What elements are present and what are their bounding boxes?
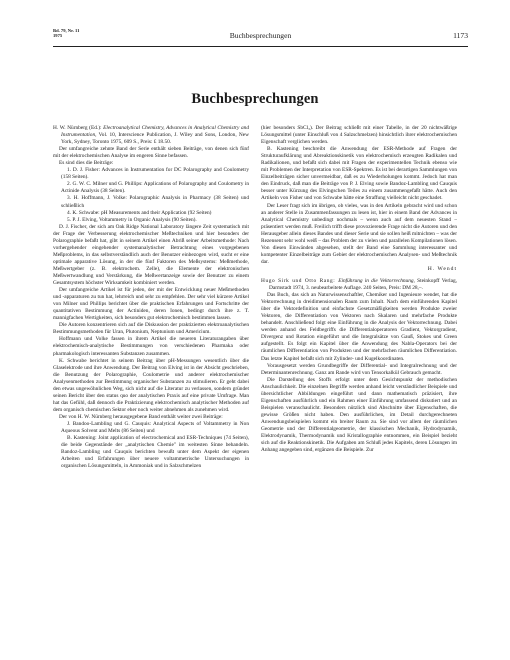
page-number: 1173 [453,31,468,40]
running-head-title: Buchbesprechungen [229,31,292,40]
review-reference-1 [53,125,249,146]
paragraph: Vorausgesetzt werden Grundbegriffe der Differential- und Integralrechnung und der Determinantenrechnung. Ganz am Rande wird von Tensorkalkül Gebrauch gemacht. [261,362,457,376]
ref2-details: Steinkopff Verlag, Darmstadt 1974, 3. neubearbeitete Auflage. 240 Seiten, Preis: DM 28,–. [269,277,457,292]
paragraph: Das Buch, das sich an Naturwissenschaftler, Chemiker und Ingenieure wendet, hat die Vektorrechnung in dreidimensionalen Raum zum Inhalt. Nach dem einführenden Kapitel über die Vektordefinition und einfachste Gesetzmäßigkeiten werden Produkte zweier Vektoren, die Differentiation von Vektoren nach Skalaren und mehrfache Produkte behandelt. Anschließend folgt eine Einführung in die Analysis der Vektorrechnung. Dabei werden anhand des Feldbegriffs die Differentialoperatoren Gradient, Vektorgradient, Divergenz und Rotation eingeführt und die Integralsätze von Gauß, Stokes und Green aufgestellt. Es folgt ein Kapitel über die Anwendung des Nabla-Operators bei der räumlichen Differentiation von Produkten und der mehrfachen räumlichen Differentiation. Das letzte Kapitel befaßt sich mit Zylinder- und Kugelkoordinaten. [261,292,457,362]
ref2-authors: Hugo Sirk und Otto Rang: [261,277,339,284]
list-item: 3. H. Hoffmann, J. Volke: Polarographic Analysis in Pharmacy (38 Seiten) und schließlich [61,195,249,209]
review-reference-2 [261,278,457,292]
list-item: 5. P. J. Elving, Voltammetry in Organic Analysis (90 Seiten). [67,216,197,223]
ref1-authors: H. W. Nürnberg (Ed.): [53,125,104,131]
running-head [53,28,468,47]
list-item: 2. G. W. C. Milner und G. Phillips: Applications of Polarography and Coulometry in Actinide Analysis (38 Seiten). [61,181,249,195]
paragraph: Der Leser fragt sich im übrigen, ob vieles, was in den Artikeln gebracht wird und schon an anderer Stelle in Zusammenfassungen zu lesen ist, hier in einem Band der Advances in Analytical Chemistry unbedingt nochmals – wenn auch auf dem neuesten Stand – präsentiert werden muß. Freilich trifft diese provozierende Frage nicht die Autoren und den Herausgeber allein dieses Bandes und dieser Serie und sie sollen heiß mitnichten – was der Rezensent sehr wohl weiß – das Problem der zu vielen und parallelen Kompilationen lösen. Von diesen Einwänden abgesehen, stellt der Band eine Sammlung interessanter und kompetenter Einzelbeiträge zum Gebiet der elektrochemischen Analysen- und Meßtechnik dar. [261,202,457,265]
paragraph: D. J. Fischer, der sich am Oak Ridge National Laboratory längere Zeit systematisch mit der Frage der Verbesserung elektrochemischer Meßtechniken und hier besonders der Polarographie befaßt hat, gibt in seinem Artikel einen Abriß seiner Arbeitsmethode: Nach vorhergehender eingehender systemanalytischer Betrachtung eines vorgegebenen Meßproblems, in das selbstverständlich auch der Benutzer einbezogen wird, sucht er eine optimale apparative Lösung, in der die fünf Faktoren des Meßsystems: Meßmethode, Meßwertgeber (z. B. elektrochem. Zelle), die Elemente der elektronischen Meßwertwandlung und Verstärkung, die Meßwertanzeige sowie der Benutzer zu einem Gesamtsystem höchster Wirksamkeit kombiniert werden. [53,223,249,287]
journal-volume: Bd. 79, Nr. 11 [53,28,80,33]
paragraph: (hier besonders SbCl₃). Der Beitrag schließt mit einer Tabelle, in der 20 nichtwäßrige Lösungsmittel (unter Einschluß von 4 Salzschmelzen) hinsichtlich ihrer elektrochemischen Eigenschaft verglichen werden. [261,125,457,146]
paragraph: Hoffmann und Volke fassen in ihrem Artikel die neueren Literaturangaben über elektrochemisch-analytische Bestimmungen von verschiedenen Pharmaka oder pharmakologisch interessanten Substanzen zusammen. [53,336,249,357]
paragraph: Der umfangreiche Artikel ist für jeden, der mit der Entwicklung neuer Meßmethoden und -apparaturen zu tun hat, lehrreich und sehr zu empfehlen. Der sehr viel kürzere Artikel von Milner und Phillips berichtet über die praktischen Erfahrungen und Fortschritte der quantitativen Bestimmung der Actiniden, deren Ionen, bedingt durch ihre z. T. mannigfachen Wertigkeiten, sich besonders gut elektrochemisch bestimmen lassen. [53,287,249,322]
journal-year: 1975 [53,33,63,39]
paragraph: Der umfangreiche zehnte Band der Serie enthält sieben Beiträge, von denen sich fünf mit der elektrochemischen Analyse im engeren Sinne befassen. [53,146,249,160]
paragraph: Die Autoren konzentrieren sich auf die Diskussion der praktizierten elektroanalytischen Bestimmungsmethoden für Uran, Plutonium, Neptunium und Americium. [53,322,249,336]
list-item: B. Kastening: Joint application of electrochemical and ESR-Techniques (74 Seiten), die beide Gegenstände der „analytischen Chemie" im weitesten Sinne behandeln. Bandoz-Lambling und Cauquis berichten bewußt unter dem Aspekt der eigenen Arbeiten und Erfahrungen über neuere voltammetrische Untersuchungen in organischen Lösungsmitteln, in Ammoniak und in Salzschmelzen [61,435,249,470]
paragraph: Die Darstellung des Stoffs erfolgt unter dem Gesichtspunkt der methodischen Anschaulichkeit. Die einzelnen Begriffe werden anhand leicht verständlicher Beispiele und übersichtlicher Abbildungen eingeführt und dann mathematisch präzisiert, ihre Eigenschaften ausführlich und ein Rahmen einer Einführung umfassend diskutiert und an Beispielen veranschaulicht. Besonders nützlich sind Abschnitte über Eigenschaften, die gewisse Größen nicht haben. Den ausführlichen, im Detail durchgerechneten Anwendungsbeispielen kommt ein breiter Raum zu. Sie sind vor allem der räumlichen Geometrie und der Differentialgeometrie, der klassischen Mechanik, Hydrodynamik, Elektrodynamik, Thermodynamik und Kristallographie entnommen, ein Beispiel bezieht sich auf die Reaktionskinetik. Die Aufgaben am Schluß jedes Kapitels, deren Lösungen im Anhang angegeben sind, ergänzen die Beispiele. Zur [261,376,457,454]
list-item: 1. D. J. Fisher: Advances in Instrumentation for DC Polarography and Coulometry (158 Seiten). [61,167,249,181]
ref2-title: Einführung in die Vektorrechnung, [338,277,415,284]
paragraph: B. Kastening beschreibt die Anwendung der ESR-Methode auf Fragen der Strukturaufklärung und Abreaktionskinetik von elektrochemisch erzeugten Radikalen und Radikalionen, und befaßt sich dabei mit Fragen der experimentellen Technik ebenso wie mit Problemen der Interpretation von ESR-Spektren. Es ist bei derartigen Sammlungen von Einzelbeiträgen sicher unvermeidbar, daß es zu Wiederholungen kommt. Jedoch hat man den Eindruck, daß man die Beiträge von P. J. Elving sowie Bandoz-Lambling und Cauquis besser unter Kürzung des Elvingschen Teiles zu einem zusammengefaßt hätte. Auch den Artikeln von Fisher und von Schwabe hätte eine Straffung vielleicht nicht geschadet. [261,146,457,202]
list-item: 4. K. Schwabe: pH Measurements and their Application (92 Seiten) [67,209,212,216]
left-column [53,125,249,645]
ref1-details: Vol. 10, Interscience Publication, J. Wiley and Sons, London, New York, Sydney, Toronto 1975, 609 S., Preis: £ 18.50. [61,132,249,146]
right-column [261,125,457,645]
paragraph: K. Schwabe berichtet in seinem Beitrag über pH-Messungen wesentlich über die Glaselektrode und ihre Anwendung. Der Beitrag von Elving ist in der Absicht geschrieben, die Benutzung der Polarographie, Coulometrie und anderer elektrochemischer Analysenmethoden zur Bestimmung organischer Substanzen zu stimulieren. Er geht dabei den etwas ungewöhnlichen Weg, sich nicht auf die Literatur zu verlassen, sondern gründet seinen Bericht über den status quo der analytischen Praxis auf eine private Umfrage. Man hat das Gefühl, daß dennoch die Praktizierung elektrochemisch analytischer Methoden auf dem organisch chemischen Sektor eher noch weiter abnehmen als zunehmen wird. [53,357,249,413]
section-title: Buchbesprechungen [191,91,319,107]
ref1-title: Electroanalytical Chemistry, Advances in Analytical Chemistry and Instrumentation, [61,125,249,139]
list-item: J. Bandoo-Lambling und G. Cauquis: Analytical Aspects of Voltammetry in Non Aqueous Solvent and Melts (86 Seiten) und [61,420,249,435]
reviewer-signature: H. Wendt [427,265,457,272]
paragraph: Der von H. W. Nürnberg herausgegebene Band enthält weiter zwei Beiträge: [59,413,223,420]
list-intro: Es sind dies die Beiträge: [59,160,114,167]
